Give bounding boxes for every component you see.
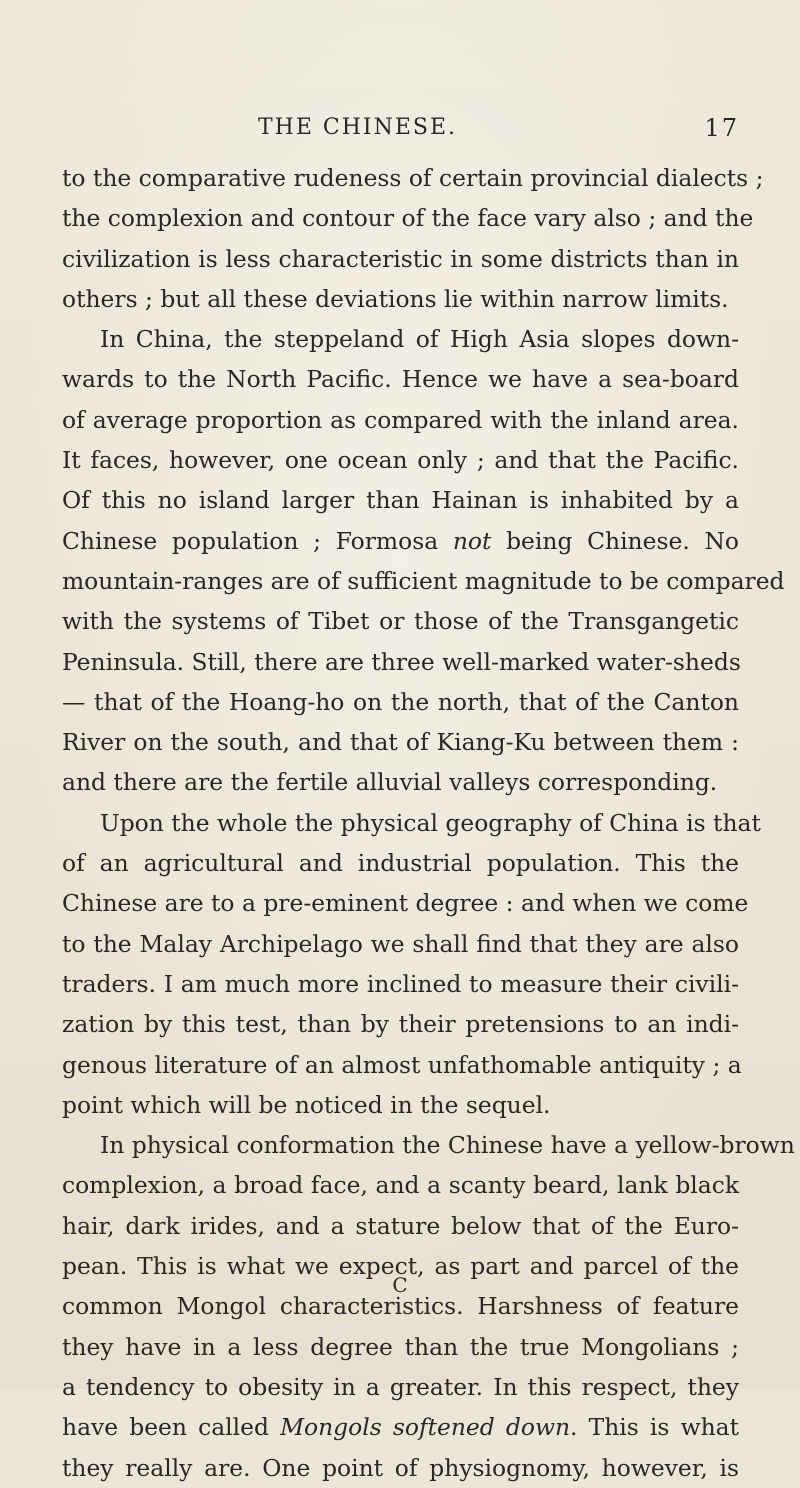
running-head xyxy=(62,108,739,148)
text-line: of an agricultural and industrial population. This the xyxy=(62,849,739,878)
text-line: to the comparative rudeness of certain provincial dialects ; xyxy=(62,164,764,192)
text-line: Upon the whole the physical geography of China is that xyxy=(100,808,761,837)
text-line: of average proportion as compared with the inland area. xyxy=(62,405,739,434)
text-line: and there are the fertile alluvial valleys corresponding. xyxy=(62,768,718,797)
text-line: complexion, a broad face, and a scanty beard, lank black xyxy=(62,1171,739,1200)
text-line: In physical conformation the Chinese have a yellow-brown xyxy=(100,1131,795,1160)
text-line: wards to the North Pacific. Hence we have a sea-board xyxy=(62,365,739,394)
text-line: zation by this test, than by their pretensions to an indi- xyxy=(62,1010,739,1039)
text-line: they really are. One point of physiognomy, however, is xyxy=(62,1453,739,1482)
text-line: In China, the steppeland of High Asia slopes down- xyxy=(100,325,739,354)
text-line: hair, dark irides, and a stature below that of the Euro- xyxy=(62,1211,739,1240)
text-line: pean. This is what we expect, as part and parcel of the xyxy=(62,1252,739,1281)
text-line: Peninsula. Still, there are three well-marked water-sheds xyxy=(62,647,741,676)
text-line: to the Malay Archipelago we shall find that they are also xyxy=(62,929,739,958)
text-line: River on the south, and that of Kiang-Ku between them : xyxy=(62,728,739,757)
text-line: civilization is less characteristic in some districts than in xyxy=(62,244,739,273)
text-line: — that of the Hoang-ho on the north, that of the Canton xyxy=(62,687,739,716)
text-line: Of this no island larger than Hainan is inhabited by a xyxy=(62,486,739,515)
text-line: Chinese population ; Formosa not being Chinese. No xyxy=(62,526,739,555)
text-line: they have in a less degree than the true Mongolians ; xyxy=(62,1332,739,1361)
text-line: point which will be noticed in the sequel. xyxy=(62,1090,551,1119)
text-line: traders. I am much more inclined to measure their civili- xyxy=(62,969,739,998)
text-line: It faces, however, one ocean only ; and that the Pacific. xyxy=(62,446,739,475)
text-line: a tendency to obesity in a greater. In this respect, they xyxy=(62,1372,739,1401)
signature-mark: C xyxy=(392,1273,408,1297)
text-line: common Mongol characteristics. Harshness of feature xyxy=(62,1292,739,1321)
text-line: genous literature of an almost unfathomable antiquity ; a xyxy=(62,1050,742,1079)
text-line: Chinese are to a pre-eminent degree : and when we come xyxy=(62,889,749,918)
text-line: the complexion and contour of the face vary also ; and the xyxy=(62,204,754,233)
text-line: mountain-ranges are of sufficient magnitude to be compared xyxy=(62,566,785,595)
page-number: 17 xyxy=(704,114,739,142)
text-line: others ; but all these deviations lie within narrow limits. xyxy=(62,284,729,313)
text-line: have been called Mongols softened down. This is what xyxy=(62,1413,739,1442)
text-line: with the systems of Tibet or those of the Transgangetic xyxy=(62,607,739,636)
running-title: THE CHINESE. xyxy=(258,115,458,140)
